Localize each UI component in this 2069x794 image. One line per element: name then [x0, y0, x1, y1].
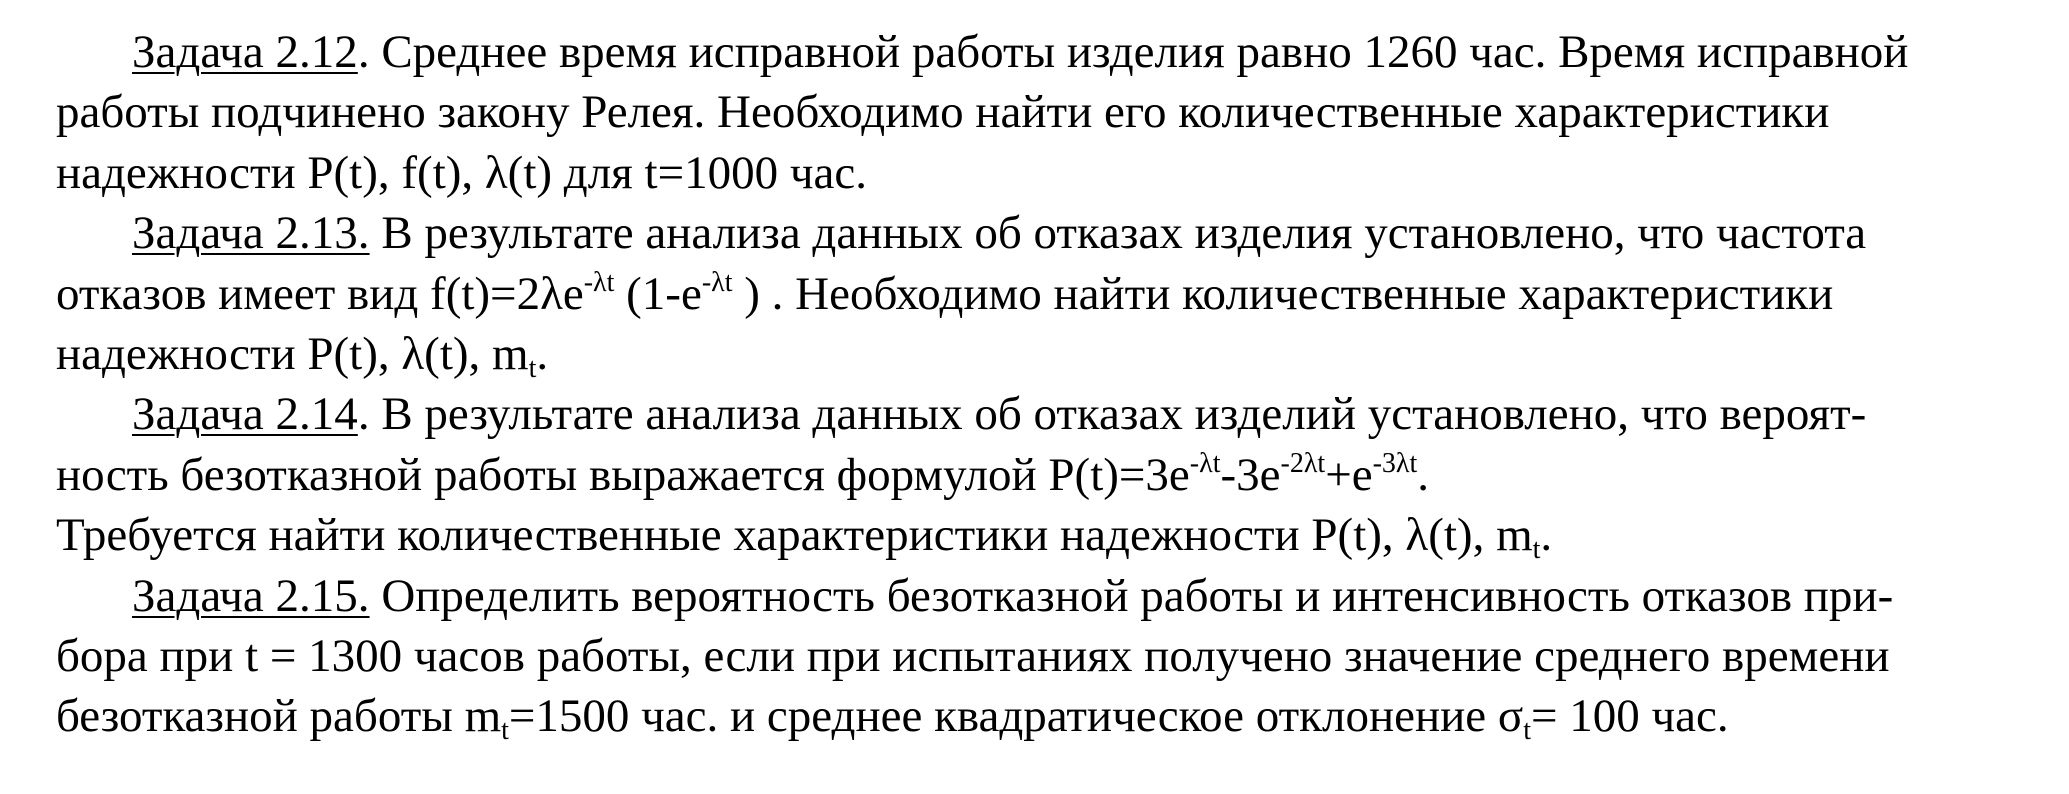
problem-2-13-text-3b: . [536, 327, 549, 380]
problem-2-13-text-1: В результате анализа данных об отказах изделия установлено, что частота [369, 207, 1867, 260]
problem-2-14-text-2c: +e [1325, 448, 1373, 501]
problem-2-15-text-2: бора при t = 1300 часов работы, если при испытаниях получено значение среднего времени [56, 629, 1890, 682]
problem-2-13-text-2b: (1-e [614, 267, 702, 320]
problem-2-14-text-3a: Требуется найти количественные характеристики надежности P(t), λ(t), m [56, 509, 1533, 562]
problem-2-15-label: Задача 2.15. [132, 569, 370, 622]
problem-2-14 [56, 384, 2046, 565]
problem-2-14-line-2 [56, 445, 2046, 505]
problem-2-15-line-3 [56, 686, 2046, 746]
problem-2-13-text-2c: ) . Необходимо найти количественные характеристики [732, 267, 1834, 320]
exponent: -2λt [1280, 447, 1326, 479]
problem-2-12 [56, 22, 2046, 203]
problem-2-15-text-1: Определить вероятность безотказной работы и интенсивность отказов при- [369, 569, 1894, 622]
problem-2-15-line-2 [56, 626, 2046, 686]
problem-2-14-text-1: . В результате анализа данных об отказах изделий установлено, что вероят- [357, 388, 1867, 441]
problem-2-12-line-2 [56, 82, 2046, 142]
problem-2-13-text-2a: отказов имеет вид f(t)=2λe [56, 267, 584, 320]
problem-2-13-label: Задача 2.13. [132, 207, 370, 260]
problem-2-12-line-1 [56, 22, 2046, 82]
problem-2-12-line-3 [56, 143, 2046, 203]
exponent: -3λt [1372, 447, 1418, 479]
exponent: -λt [1189, 447, 1221, 479]
problem-2-14-text-2b: -3e [1220, 448, 1281, 501]
problem-2-14-label: Задача 2.14 [132, 388, 358, 441]
document-body [56, 22, 2046, 747]
problem-2-13-line-2 [56, 264, 2046, 324]
problem-2-15-text-3c: = 100 час. [1531, 690, 1729, 743]
problem-2-14-text-2d: . [1417, 448, 1429, 501]
subscript: t [1523, 715, 1531, 747]
problem-2-15-text-3b: =1500 час. и среднее квадратическое отклонение σ [508, 690, 1524, 743]
problem-2-12-text-2: работы подчинено закону Релея. Необходимо найти его количественные характеристики [56, 86, 1830, 139]
problem-2-15-text-3a: безотказной работы m [56, 690, 502, 743]
problem-2-15 [56, 566, 2046, 747]
problem-2-15-line-1 [56, 566, 2046, 626]
problem-2-12-text-1: . Среднее время исправной работы изделия равно 1260 час. Время исправной [357, 26, 1909, 78]
exponent: -λt [583, 266, 615, 298]
problem-2-13-text-3a: надежности P(t), λ(t), m [56, 327, 529, 380]
problem-2-13 [56, 203, 2046, 384]
subscript: t [528, 352, 537, 384]
problem-2-13-line-1 [56, 203, 2046, 263]
problem-2-14-line-1 [56, 384, 2046, 444]
problem-2-12-text-3: надежности P(t), f(t), λ(t) для t=1000 час. [56, 146, 867, 199]
problem-2-12-label: Задача 2.12 [132, 26, 358, 78]
problem-2-13-line-3 [56, 324, 2046, 384]
problem-2-14-text-2a: ность безотказной работы выражается формулой P(t)=3e [56, 448, 1190, 501]
subscript: t [501, 715, 509, 747]
subscript: t [1532, 534, 1541, 566]
problem-2-14-line-3 [56, 505, 2046, 565]
problem-2-14-text-3b: . [1540, 509, 1553, 562]
exponent: -λt [701, 266, 733, 298]
